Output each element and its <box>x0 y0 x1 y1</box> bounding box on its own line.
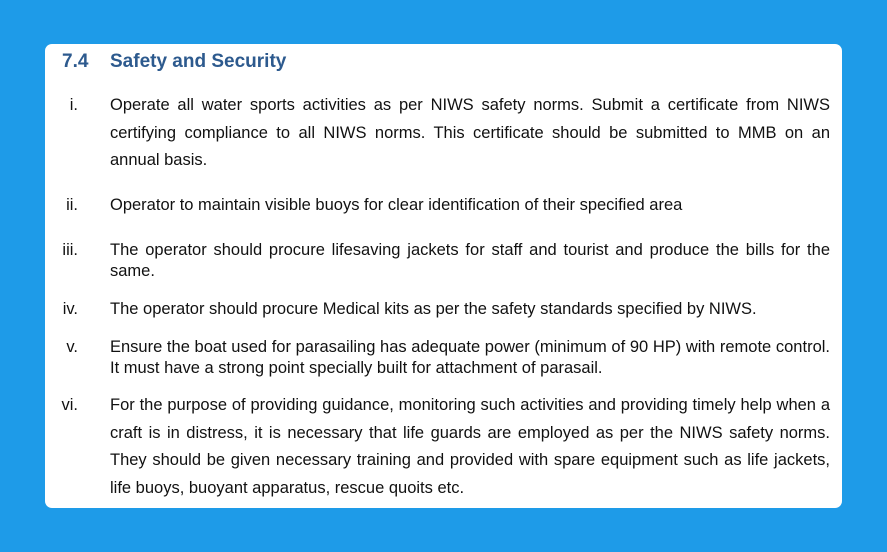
list-item-text: Operator to maintain visible buoys for clear identification of their specified area <box>110 196 683 214</box>
list-item-marker: v. <box>66 338 78 356</box>
list-item-marker: vi. <box>61 396 78 414</box>
section-heading <box>62 51 286 73</box>
document-card <box>45 44 842 508</box>
list-item-text: The operator should procure Medical kits as per the safety standards specified by NIWS. <box>110 300 757 318</box>
list-item-text: For the purpose of providing guidance, monitoring such activities and providing timely help when a craft is in distress, it is necessary that life guards are employed as per the NIWS safety norms. They should be given necessary training and provided with spare equipment such as life jackets, life buoys, buoyant apparatus, rescue quoits etc. <box>110 396 830 497</box>
section-title: Safety and Security <box>110 51 287 72</box>
list-item-text: The operator should procure lifesaving jackets for staff and tourist and produce the bills for the same. <box>110 241 830 280</box>
list-item-marker: iii. <box>62 241 78 259</box>
list-item-marker: iv. <box>62 300 78 318</box>
list-item-marker: i. <box>69 96 78 114</box>
list-item-marker: ii. <box>66 196 78 214</box>
list-item-text: Operate all water sports activities as per NIWS safety norms. Submit a certificate from NIWS certifying compliance to all NIWS norms. This certificate should be submitted to MMB on an annual basis. <box>110 96 830 169</box>
list-item-text: Ensure the boat used for parasailing has adequate power (minimum of 90 HP) with remote control. It must have a strong point specially built for attachment of parasail. <box>110 338 830 377</box>
section-number: 7.4 <box>62 51 89 72</box>
